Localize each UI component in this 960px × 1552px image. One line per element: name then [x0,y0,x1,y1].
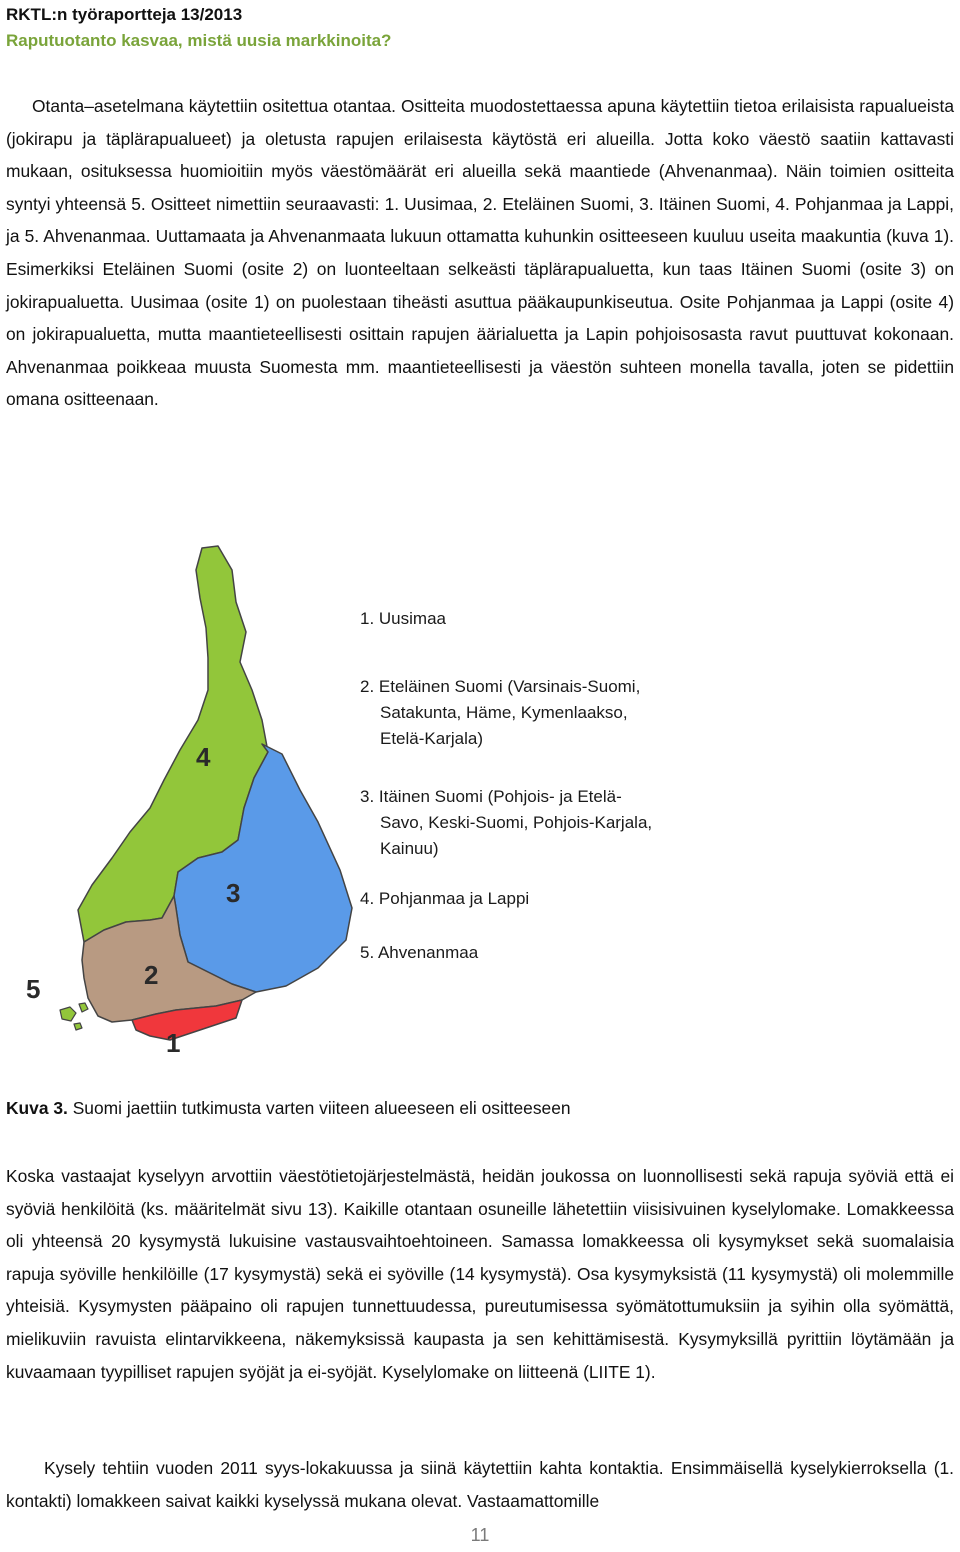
legend-item-1: 1. Uusimaa [360,609,446,628]
region-number-label: 2 [144,960,159,990]
region-number-label: 5 [26,974,41,1004]
report-series-title: RKTL:n työraportteja 13/2013 [6,5,243,24]
legend-item-2: 2. Eteläinen Suomi (Varsinais-Suomi, Satakunta, Häme, Kymenlaakso, Etelä-Karjala) [360,677,641,748]
running-header [6,2,391,54]
region-ahvenanmaa-island [60,1007,76,1021]
paragraph-survey-timing: Kysely tehtiin vuoden 2011 syys-lokakuussa ja siinä käytettiin kahta kontaktia. Ensimmäisellä kyselykierroksella (1. kontakti) lomakkeen saivat kaikki kyselyssä mukana olevat. Vastaamattomille [6,1458,954,1511]
figure-strata-map [0,540,960,1080]
paragraph-sampling-design: Otanta–asetelmana käytettiin ositettua otantaa. Ositteita muodostettaessa apuna käytettiin tietoa erilaisista rapualueista (jokirapu ja täplärapualueet) ja oletusta rapujen erilaisesta käytöstä eri alueilla. Jotta koko väestö saatiin kattavasti mukaan, osituksessa huomioitiin myös väestömäärät eri alueilla sekä maantiede (Ahvenanmaa). Näin toimien ositteita syntyi yhteensä 5. Ositteet nimettiin seuraavasti: 1. Uusimaa, 2. Eteläinen Suomi, 3. Itäinen Suomi, 4. Pohjanmaa ja Lappi, ja 5. Ahvenanmaa. Uuttamaata ja Ahvenanmaata lukuun ottamatta kuhunkin ositteeseen kuuluu useita maakuntia (kuva 1). Esimerkiksi Eteläinen Suomi (osite 2) on luonteeltaan selkeästi täplärapualuetta, kun taas Itäinen Suomi (osite 3) on jokirapualuetta. Uusimaa (osite 1) on puolestaan tiheästi asuttua pääkaupunkiseutua. Osite Pohjanmaa ja Lappi (osite 4) on jokirapualuetta, mutta maantieteellisesti osittain rapujen äärialuetta ja Lapin pohjoisosasta ravut puuttuvat kokonaan. Ahvenanmaa poikkeaa muusta Suomesta mm. maantieteellisesti ja väestön suhteen monella tavalla, joten se pidettiin omana ositteenaan. [6,96,954,410]
caption-text: Suomi jaettiin tutkimusta varten viiteen alueeseen eli ositteeseen [67,1098,571,1118]
region-number-label: 3 [226,878,241,908]
region-number-label: 4 [196,742,211,772]
legend-item-4: 4. Pohjanmaa ja Lappi [360,889,530,908]
region-number-label: 1 [166,1028,181,1058]
caption-label: Kuva 3. [6,1098,68,1118]
region-ahvenanmaa-island [79,1003,88,1012]
region-ahvenanmaa-island [74,1023,82,1030]
page-number: 11 [470,1525,490,1545]
figure-caption [6,1094,571,1122]
legend-item-5: 5. Ahvenanmaa [360,943,479,962]
legend-item-3: 3. Itäinen Suomi (Pohjois- ja Etelä- Savo, Keski-Suomi, Pohjois-Karjala, Kainuu) [360,787,653,858]
paragraph-questionnaire: Koska vastaajat kyselyyn arvottiin väestötietojärjestelmästä, heidän joukossa on luonnollisesti sekä rapuja syöviä että ei syöviä henkilöitä (ks. määritelmät sivu 13). Kaikille otantaan osuneille lähetettiin viisisivuinen kyselylomake. Lomakkeessa oli yhteensä 20 kysymystä lukuisine vastausvaihtoehtoineen. Samassa lomakkeessa oli kysymykset sekä suomalaisia rapuja syöville henkilöille (17 kysymystä) sekä ei syöville (14 kysymystä). Osa kysymyksistä (11 kysymystä) oli molemmille yhteisiä. Kysymysten pääpaino oli rapujen tunnettuudessa, pureutumisessa syömätottumuksiin ja syihin olla syömättä, mielikuviin ravuista elintarvikkeena, näkemyksissä kaupasta ja sen kehittämisestä. Kysymyksillä pyrittiin löytämään ja kuvaamaan tyypilliset rapujen syöjät ja ei-syöjät. Kyselylomake on liitteenä (LIITE 1). [6,1166,954,1382]
report-title: Raputuotanto kasvaa, mistä uusia markkinoita? [6,31,392,50]
